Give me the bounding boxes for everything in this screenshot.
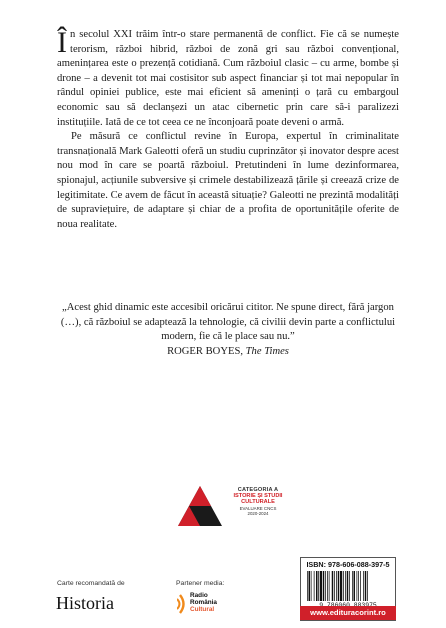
- barcode-bar: [334, 571, 335, 601]
- barcode-bar: [336, 571, 337, 601]
- back-cover-description: [57, 28, 399, 232]
- barcode-bar: [367, 571, 368, 601]
- paragraph-1-text: n secolul XXI trăim într-o stare permanentă de conflict. Fie că se numește terorism, război hibrid, război de zonă gri sau război convențional, amenințarea este o prezență cotidiană. Cum războiul clasic – cu arme, bombe și drone – a devenit tot mai costisitor sub aspect financiar și tot mai nepopular în rândul opiniei publice, este mai eficient să ameninți o țară cu embargoul economic sau să declanșezi un atac cibernetic prin care să-i paralizezi instituțiile. Iată de ce tot ceea ce ne înconjoară poate deveni o armă.: [57, 29, 399, 128]
- quote-source: The Times: [245, 345, 289, 357]
- barcode-bar: [323, 571, 325, 601]
- barcode-bar: [320, 571, 322, 601]
- isbn-label: ISBN: 978-606-088-397-5: [306, 560, 390, 569]
- barcode-bar: [349, 571, 350, 601]
- review-quote: [57, 301, 399, 359]
- radio-line-1: Radio: [190, 592, 208, 599]
- barcode-bar: [314, 571, 315, 601]
- barcode-icon: [307, 571, 389, 601]
- barcode-bar: [354, 571, 356, 601]
- radio-text: [190, 592, 217, 614]
- category-badge: [176, 484, 286, 528]
- barcode-bar: [338, 571, 340, 601]
- paragraph-1: [57, 28, 399, 130]
- barcode-bar: [325, 571, 326, 601]
- category-line-4: EVALUARE CNCS: [239, 506, 277, 511]
- barcode-bar: [309, 571, 311, 601]
- historia-logo: Historia: [56, 593, 114, 613]
- barcode-bar: [347, 571, 349, 601]
- category-line-2: ISTORIE ȘI STUDII: [233, 493, 283, 499]
- barcode-bar: [311, 571, 312, 601]
- category-line-3: CULTURALE: [241, 499, 275, 505]
- triangle-logo-icon: [176, 484, 226, 528]
- barcode-bar: [345, 571, 346, 601]
- radio-romania-cultural-logo: [177, 592, 237, 616]
- barcode-bar: [318, 571, 319, 601]
- category-line-5: 2020-2024: [247, 511, 269, 516]
- recommended-label: Carte recomandată de: [57, 580, 125, 587]
- barcode-bar: [332, 571, 334, 601]
- quote-text: „Acest ghid dinamic este accesibil oricărui cititor. Ne spune direct, fără jargon (…), că războiul se adaptează la tehnologie, că civilii devin parte a conflictului modern, fie că le place sau nu.”: [60, 302, 396, 343]
- barcode-bar: [357, 571, 358, 601]
- barcode-bar: [307, 571, 308, 601]
- radio-line-3: Cultural: [190, 606, 215, 614]
- radio-wave-icon: [177, 593, 189, 615]
- category-text: [223, 487, 293, 516]
- category-line-1: CATEGORIA A: [237, 487, 279, 493]
- publisher-website: www.edituracorint.ro: [300, 606, 396, 620]
- quote-author: ROGER BOYES,: [167, 345, 243, 357]
- barcode-bar: [352, 571, 353, 601]
- quote-attribution: [57, 345, 399, 360]
- barcode-bar: [316, 571, 318, 601]
- barcode-bar: [327, 571, 328, 601]
- barcode-bar: [358, 571, 359, 601]
- barcode-bar: [360, 571, 361, 601]
- paragraph-2: Pe măsură ce conflictul revine în Europa, expertul în criminalitate transnațională Mark Galeotti oferă un studiu cuprinzător și inovator despre acest nou mod în care se poartă războiul. Pretutindeni în lume dezinformarea, spionajul, acțiunile subversive și crimele destabilizează țările și creează crize de legitimitate. Ce avem de făcut în această situație? Galeotti ne prezintă modalități de supraviețuire, de adaptare și chiar de a profita de oportunitățile oferite de noua realitate.: [57, 131, 399, 230]
- barcode-bar: [329, 571, 330, 601]
- barcode-bar: [343, 571, 344, 601]
- radio-line-2: România: [190, 599, 217, 607]
- barcode-bar: [340, 571, 342, 601]
- partner-label: Partener media:: [176, 580, 225, 587]
- barcode-bar: [363, 571, 364, 601]
- drop-cap: Î: [57, 26, 67, 59]
- barcode-bar: [365, 571, 367, 601]
